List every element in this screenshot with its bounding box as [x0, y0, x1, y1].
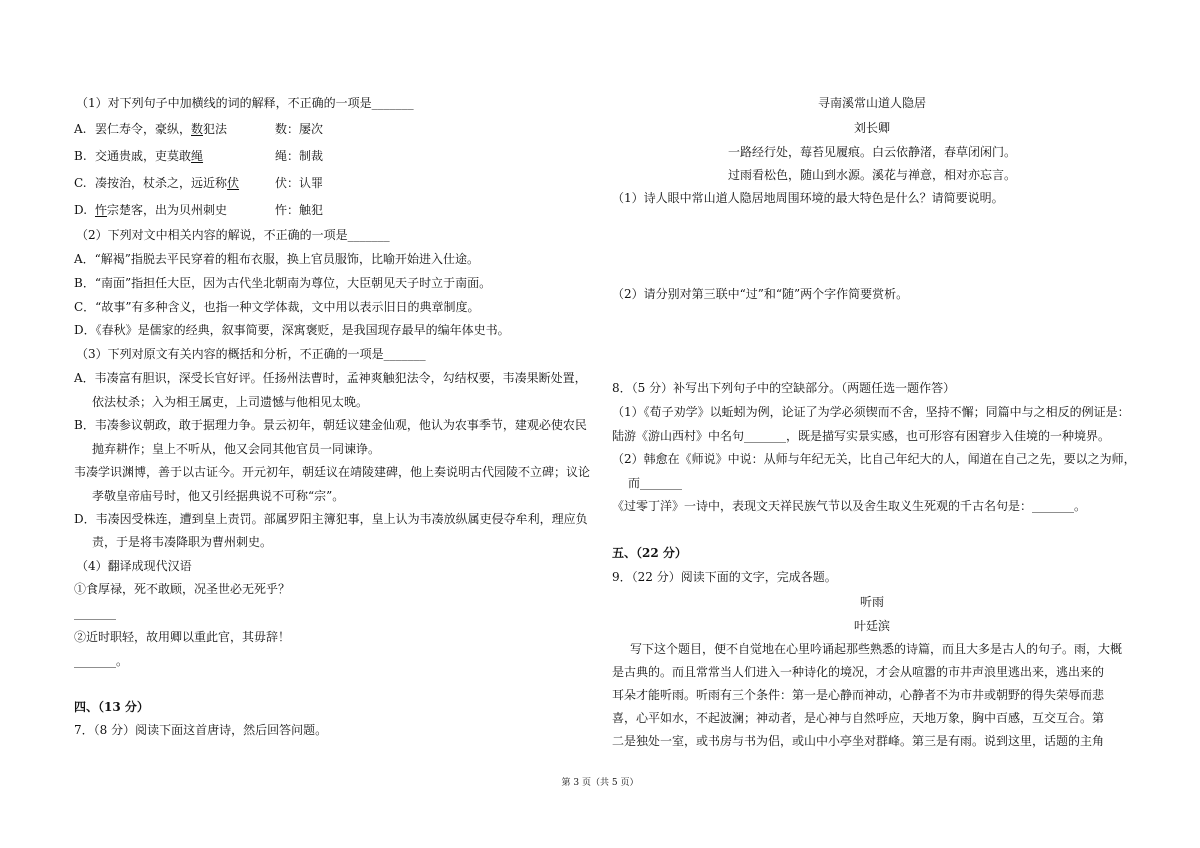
q2-option-d: D．《春秋》是儒家的经典，叙事简要，深寓褒贬，是我国现存最早的编年体史书。: [74, 323, 510, 337]
q1-stem: （1）对下列句子中加横线的词的解释，不正确的一项是_______: [76, 96, 414, 110]
option-letter: B.: [74, 149, 87, 163]
q4-stem: （4）翻译成现代汉语: [76, 559, 192, 573]
essay-author: 叶廷滨: [853, 619, 890, 633]
essay-title: 听雨: [859, 595, 884, 609]
option-letter: D.: [74, 203, 88, 217]
q2-option-a: A．“解褐”指脱去平民穿着的粗布衣服，换上官员服饰，比喻开始进入仕途。: [74, 252, 479, 266]
essay-line: 是古典的。而且常常当人们进入一种诗化的境况，才会从喧嚣的市井声浪里逃出来，逃出来的: [612, 665, 1105, 679]
option-letter: A.: [74, 122, 87, 136]
q3-stem: （3）下列对原文有关内容的概括和分析，不正确的一项是_______: [76, 347, 426, 361]
poem-author: 刘长卿: [853, 121, 890, 135]
q3-line: A．韦凑富有胆识，深受长官好评。任扬州法曹时，孟神爽触犯法令，勾结权要，韦凑果断处置，: [74, 371, 587, 385]
q9-stem: 9．（22 分）阅读下面的文字，完成各题。: [612, 570, 837, 584]
essay-line: 二是独处一室，或书房与书为侣，或山中小亭坐对群峰。第三是有雨。说到这里，话题的主角: [612, 734, 1105, 748]
q8-item: （2）韩愈在《师说》中说：从师与年纪无关，比自己年纪大的人，闻道在自己之先，要以之为师，: [612, 452, 1136, 466]
option-sentence: 忤宗楚客，出为贝州刺史: [95, 203, 228, 217]
q3-line: 孝敬皇帝庙号时，他又引经据典说不可称“宗”。: [92, 489, 345, 503]
essay-line: 写下这个题目，便不自觉地在心里吟诵起那些熟悉的诗篇，而且大多是古人的句子。雨，大概: [630, 642, 1123, 656]
section-heading: 五、（22 分）: [612, 546, 687, 560]
option-letter: C.: [74, 176, 87, 190]
essay-line: 喜，心平如水，不起波澜；神动者，是心神与自然呼应，天地万象，胸中百感，互交互合。第: [612, 711, 1105, 725]
q7-stem: 7．（8 分）阅读下面这首唐诗，然后回答问题。: [74, 723, 328, 737]
essay-line: 耳朵才能听雨。听雨有三个条件：第一是心静而神动，心静者不为市井或朝野的得失荣辱而悲: [612, 688, 1105, 702]
q3-line: B．韦凑参议朝政，敢于据理力争。景云初年，朝廷议建金仙观，他认为农事季节，建观必使农民: [74, 418, 587, 432]
q4-sentence-2: ②近时职轻，故用卿以重此官，其毋辞！: [74, 630, 291, 644]
poem-question-1: （1）诗人眼中常山道人隐居地周围环境的最大特色是什么？请简要说明。: [612, 191, 1004, 205]
option-sentence: 交通贵戚，吏莫敢绳: [95, 149, 204, 163]
poem-line: 一路经行处，莓苔见履痕。白云依静渚，春草闭闲门。: [727, 145, 1016, 159]
q3-line: D．韦凑因受株连，遭到皇上责罚。部属罗阳主簿犯事，皇上认为韦凑放纵属吏侵夺牟利，理应负: [74, 512, 588, 526]
poem-question-2: （2）请分别对第三联中“过”和“随”两个字作简要赏析。: [612, 287, 909, 301]
q8-item: （1）《荀子劝学》以蚯蚓为例，论证了为学必须锲而不舍，坚持不懈；同篇中与之相反的例证是：: [612, 405, 1130, 419]
q2-option-b: B．“南面”指担任大臣，因为古代坐北朝南为尊位，大臣朝见天子时立于南面。: [74, 276, 492, 290]
q3-line: 依法杖杀；入为相王属吏，上司遗憾与他相见太晚。: [92, 395, 369, 409]
poem-line: 过雨看松色，随山到水源。溪花与禅意，相对亦忘言。: [727, 168, 1016, 182]
q3-line: 抛弃耕作；皇上不听从，他又会同其他官员一同谏诤。: [92, 442, 381, 456]
q2-stem: （2）下列对文中相关内容的解说，不正确的一项是_______: [76, 228, 390, 242]
q8-item: 《过零丁洋》一诗中，表现文天祥民族气节以及舍生取义生死观的千古名句是：_______。: [612, 499, 1087, 513]
q8-item: 而_______: [628, 476, 683, 490]
answer-blank: _______。: [74, 654, 129, 668]
underlined-word: 伏: [227, 176, 240, 190]
section-heading: 四、（13 分）: [74, 700, 149, 714]
q2-option-c: C．“故事”有多种含义，也指一种文学体裁，文中用以表示旧日的典章制度。: [74, 300, 480, 314]
underlined-word: 绳: [191, 149, 204, 163]
underlined-word: 数: [191, 122, 204, 136]
q4-sentence-1: ①食厚禄，死不敢顾，况圣世必无死乎？: [74, 582, 291, 596]
q3-line: 韦凑学识渊博，善于以古证今。开元初年，朝廷议在靖陵建碑，他上奏说明古代园陵不立碑；议论: [74, 465, 591, 479]
q3-line: 责，于是将韦凑降职为曹州刺史。: [92, 535, 273, 549]
option-explanation: 忤：触犯: [275, 203, 324, 217]
option-sentence: 凑按治，杖杀之，远近称伏: [95, 176, 240, 190]
q8-stem: 8．（5 分）补写出下列句子中的空缺部分。（两题任选一题作答）: [612, 381, 956, 395]
q8-item: 陆游《游山西村》中名句_______，既是描写实景实感，也可形容有困窘步入佳境的一种境界。: [612, 429, 1111, 443]
answer-blank: _______: [74, 606, 116, 620]
page-footer: 第 3 页（共 5 页）: [561, 778, 639, 788]
option-explanation: 绳：制裁: [275, 149, 324, 163]
option-explanation: 数：屡次: [275, 122, 324, 136]
option-explanation: 伏：认罪: [275, 176, 324, 190]
underlined-word: 忤: [95, 203, 108, 217]
option-sentence: 罢仁寿令，豪纵，数犯法: [95, 122, 228, 136]
poem-title: 寻南溪常山道人隐居: [817, 96, 926, 110]
